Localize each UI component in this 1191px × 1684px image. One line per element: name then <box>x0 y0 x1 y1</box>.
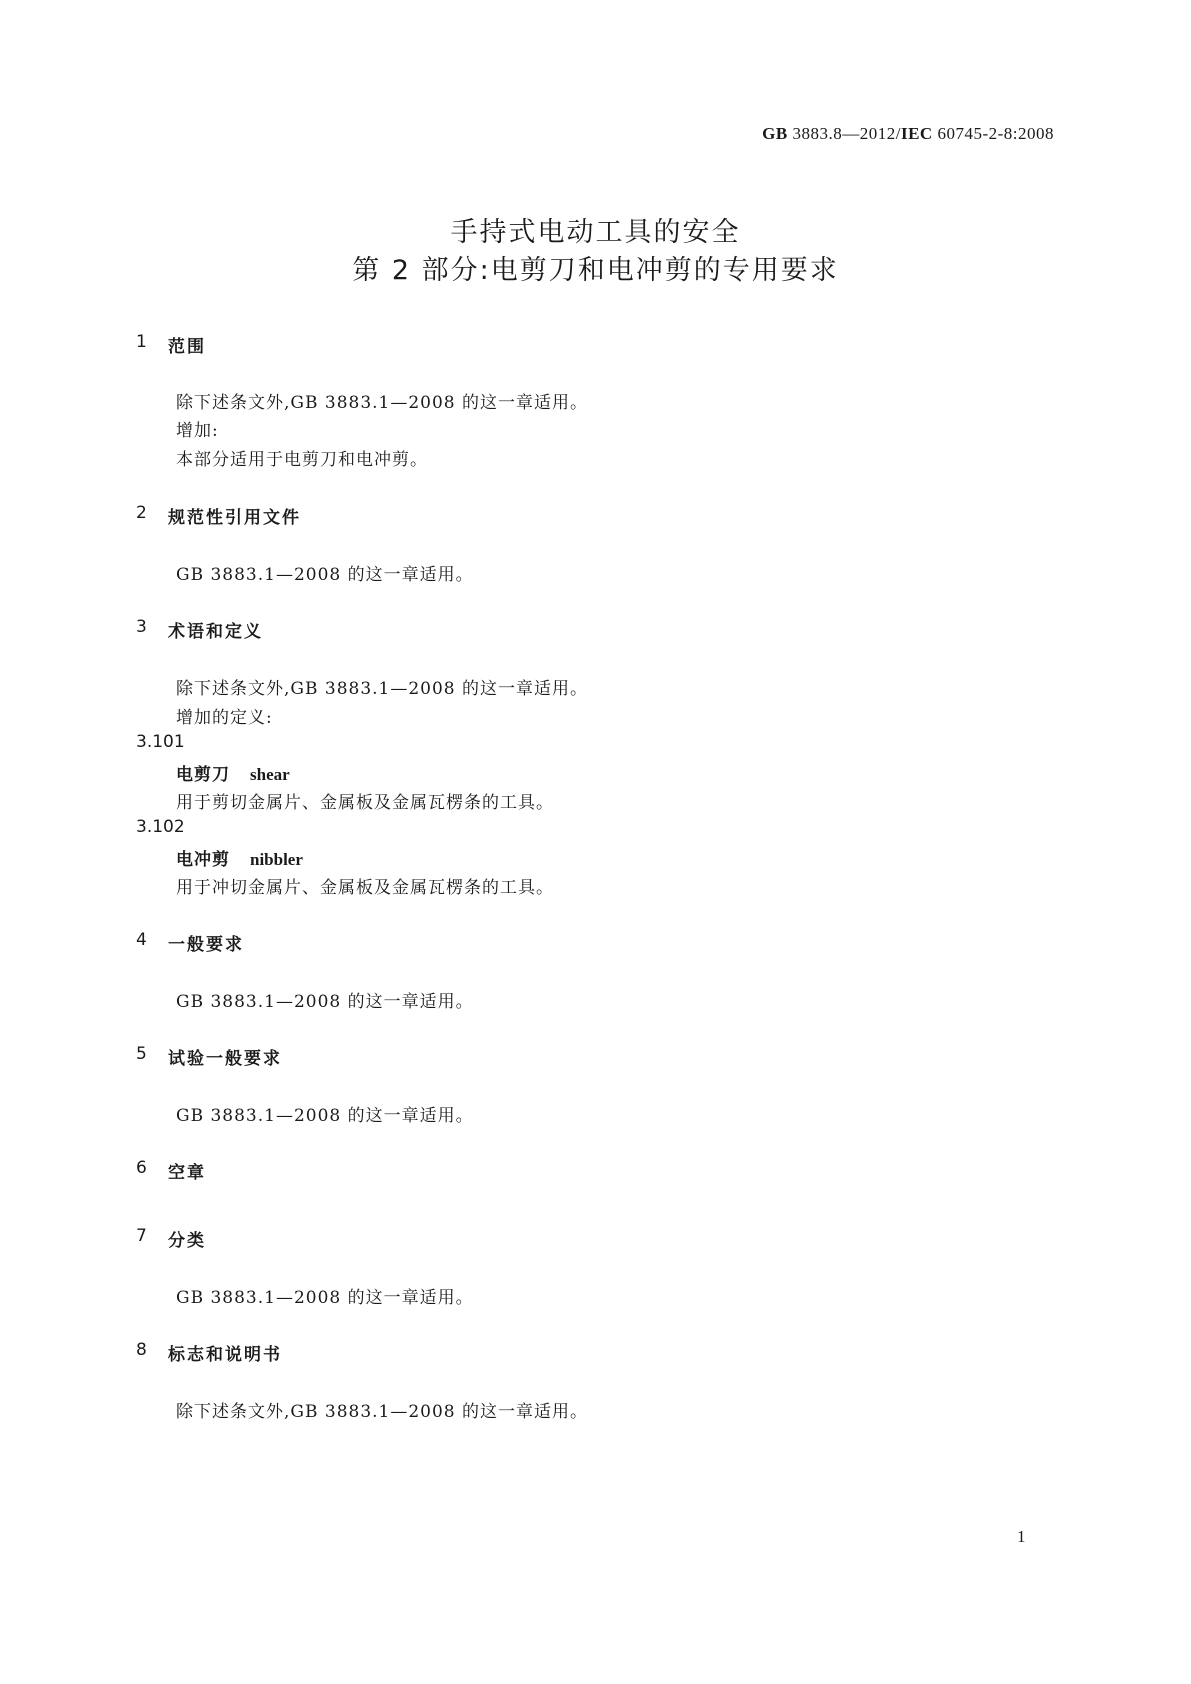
page-number: 1 <box>1017 1527 1026 1546</box>
standard-code <box>762 124 1054 144</box>
section-title: 标志和说明书 <box>168 1345 282 1365</box>
paragraph: GB 3883.1—2008 的这一章适用。 <box>176 1288 474 1308</box>
document-title-line1: 手持式电动工具的安全 <box>450 217 741 248</box>
section-title: 分类 <box>168 1231 206 1251</box>
paragraph: 除下述条文外,GB 3883.1—2008 的这一章适用。 <box>176 393 589 413</box>
term-definition: 用于冲切金属片、金属板及金属瓦楞条的工具。 <box>176 878 554 898</box>
term-chinese: 电剪刀 <box>176 765 230 785</box>
term-definition: 用于剪切金属片、金属板及金属瓦楞条的工具。 <box>176 793 554 813</box>
section-title: 术语和定义 <box>168 622 263 642</box>
section-title: 范围 <box>168 337 206 357</box>
section-number: 2 <box>136 503 147 523</box>
section-number: 1 <box>136 332 147 352</box>
term-chinese: 电冲剪 <box>176 850 230 870</box>
paragraph: GB 3883.1—2008 的这一章适用。 <box>176 992 474 1012</box>
section-number: 8 <box>136 1340 147 1360</box>
clause-number: 3.102 <box>136 817 185 837</box>
paragraph: 除下述条文外,GB 3883.1—2008 的这一章适用。 <box>176 1402 589 1422</box>
term-entry <box>176 845 303 870</box>
section-number: 7 <box>136 1226 147 1246</box>
section-number: 4 <box>136 930 147 950</box>
section-title: 规范性引用文件 <box>168 508 301 528</box>
section-number: 5 <box>136 1044 147 1064</box>
section-number: 6 <box>136 1158 147 1178</box>
paragraph: 增加的定义: <box>176 708 273 728</box>
paragraph: 增加: <box>176 421 219 441</box>
document-title-line2: 第 2 部分:电剪刀和电冲剪的专用要求 <box>352 255 839 286</box>
paragraph: GB 3883.1—2008 的这一章适用。 <box>176 1106 474 1126</box>
term-entry <box>176 760 290 785</box>
section-title: 一般要求 <box>168 935 244 955</box>
paragraph: 除下述条文外,GB 3883.1—2008 的这一章适用。 <box>176 679 589 699</box>
clause-number: 3.101 <box>136 732 185 752</box>
section-title: 试验一般要求 <box>168 1049 282 1069</box>
term-english: shear <box>250 765 290 784</box>
standard-code-iec: IEC <box>900 124 933 143</box>
section-number: 3 <box>136 617 147 637</box>
paragraph: 本部分适用于电剪刀和电冲剪。 <box>176 450 428 470</box>
term-english: nibbler <box>250 850 303 869</box>
standard-code-iec-number: 60745-2-8:2008 <box>937 124 1054 143</box>
section-title: 空章 <box>168 1163 206 1183</box>
standard-code-prefix: GB <box>762 124 788 143</box>
standard-code-number: 3883.8—2012/ <box>792 124 901 143</box>
paragraph: GB 3883.1—2008 的这一章适用。 <box>176 565 474 585</box>
